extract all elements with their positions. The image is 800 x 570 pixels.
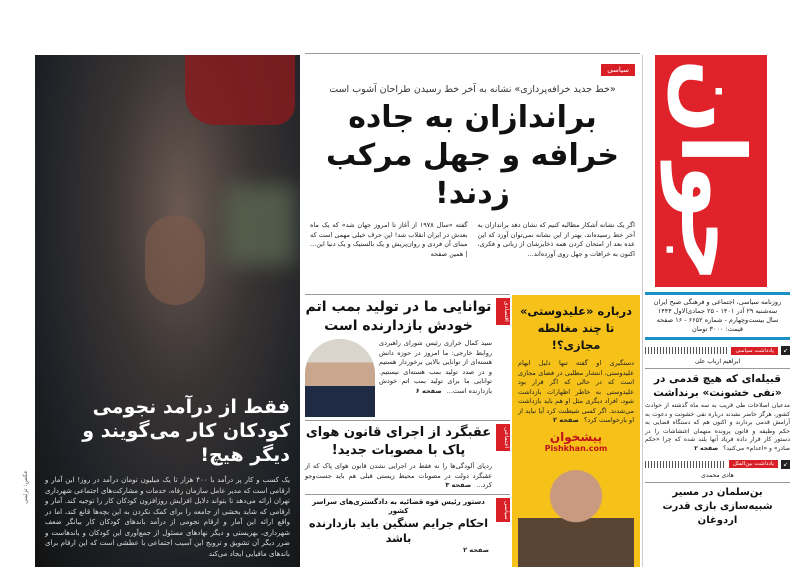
masthead-logo: جوان: [655, 55, 767, 287]
middle-articles: [305, 294, 510, 567]
opinion-title[interactable]: درباره «علیدوستی» تا چند مغالطه مجازی؟!: [519, 304, 633, 352]
note-2: [645, 460, 790, 528]
lead-body-right: اگر یک نشانه آشکار مطالبه کنیم که نشان دهد براندازان به آخر خط رسیده‌اند، بهتر از این نشانه نمی‌توان آورد که این عده بعد از امتحان کردن همه ذخایرشان از زبانی و فکری، اکنون به خرافات و جهل روی آورده‌اند...: [477, 221, 635, 258]
right-column: [645, 292, 790, 567]
opinion-box: [512, 295, 640, 567]
note-author: هادی محمدی: [645, 472, 790, 483]
arrow-icon: ↙: [782, 347, 789, 354]
author-photo: [305, 339, 375, 417]
note-body: مدعیان اصلاحات طی قریب به سه ماه گذشته از حوادث کشور، هرگز حاضر نشدند درباره نفی خشونت و دعوت به آرامش قدمی بردارند و اکنون هم که دستگاه قضایی به حکم وظیفه و قانون پرونده متهمان اغتشاشات را در دستور کار قرار داده فریاد آنها بلند شده که چرا «حکم صادر» و «اعدام» می‌کنید؟: [645, 402, 790, 452]
note-tag: یادداشت بین‌الملل: [729, 460, 778, 468]
article: [305, 495, 510, 559]
lead-headline[interactable]: براندازان به جاده خرافه و جهل مرکب زدند!: [325, 100, 620, 211]
cover-photo: [35, 55, 300, 567]
photo-body: یک کسب و کار پر درآمد با ۴۰۰ هزار تا یک میلیون تومان درآمد در روز! این آمار و ارقامی است که مدیر عامل سازمان رفاه، خدمات و مشارکت‌های اجتماعی شهرداری تهران ارائه می‌دهد تا بتواند دلایل افزایش روزافزون کودکان کار را توجیه کند. آمار و ارقامی که شاید بخشی از جامعه را برای کمک نکردن به این بچه‌ها قانع کند، اما در واقع ارائه این آمار و ارقام نجومی از درآمد باندهای کودکان کار بیانگر ضعف شهرداری، بهزیستی و دیگر نهادهای مسئول از جمع‌آوری این کودکان و باندهاست و ضرر دیگر آن تشویق و ترویج این آسیب اجتماعی با عطشی است که این ارقام برای باندهای مافیایی ایجاد می‌کند: [45, 476, 291, 558]
note-author: ابراهیم ارباب علی: [645, 358, 790, 369]
note-1: [645, 346, 790, 454]
note-tag: یادداشت سیاسی: [731, 347, 778, 355]
page-ref[interactable]: صفحه ۳: [445, 481, 472, 489]
lead-story: [305, 53, 640, 291]
opinion-body: دستگیری او گفته تنها دلیل ابهام علیدوستی، انتشار مطلبی در فضای مجازی است که در حالی که اگر قرار بود علیدوستی به خاطر اظهارات بازداشت شود، افراد دیگری مثل او هم باید بازداشت می‌شدند. اگر کسی شیطنت کرد آیا نباید از او بازخواست کرد؟: [518, 359, 634, 424]
page-ref[interactable]: صفحه ۲: [463, 545, 489, 554]
info-line: قیمت: ۳۰۰۰ تومان: [692, 325, 743, 333]
article-body: ردپای آلودگی‌ها را نه فقط در اجرایی نشدن قانون هوای پاک که از عقبگرد دولت در مصوبات محیط زیستی قبلی هم باید جست‌وجو کرد...: [305, 462, 492, 489]
info-line: سال بیست‌وچهارم - شماره ۶۶۵۲ - ۱۶ صفحه: [656, 316, 779, 324]
lead-body-left: گفته «سال ۱۹۷۸ از آغاز تا امروز جهان شد» که یک ماه بعدش در ایران انقلاب شد! این حرف خیلی مهمی است که مبنای آن فردی و روان‌پریش و یک بالستیک و یک دنیا این... | همین صفحه: [310, 221, 468, 258]
divider: [645, 337, 790, 340]
article: [305, 295, 510, 421]
note-title[interactable]: قبیله‌ای که هیچ قدمی در «نفی خشونت» برنداشت: [653, 373, 782, 399]
arrow-icon: ↙: [782, 460, 789, 468]
photo-decor: [185, 55, 295, 125]
article-kicker: دستور رئیس قوه قضائیه به دادگستری‌های سراسر کشور: [312, 497, 485, 515]
info-line: روزنامه سیاسی، اجتماعی و فرهنگی صبح ایران: [653, 298, 782, 306]
column-divider: [642, 55, 643, 567]
section-tag: اجتماعی: [496, 424, 510, 451]
article-title[interactable]: توانایی ما در تولید بمب اتم خودش بازدارنده است: [305, 299, 492, 334]
page-ref[interactable]: صفحه ۶: [415, 386, 442, 395]
photo-decor: [225, 185, 295, 265]
decor-lines: [645, 347, 728, 354]
lead-kicker: «خط جدید خرافه‌پردازی» نشانه به آخر خط رسیدن طراحان آشوب است: [329, 84, 616, 95]
watermark-logo: پیشخوان: [549, 429, 603, 444]
page-ref[interactable]: صفحه ۲: [694, 444, 719, 452]
section-tag: اقتصادی: [496, 298, 510, 325]
decor-lines: [645, 461, 726, 468]
article: [305, 421, 510, 495]
info-line: سه‌شنبه ۲۹ آذر ۱۴۰۱ - ۲۵ جمادی‌الاول ۱۴۴۴: [657, 307, 778, 315]
photo-decor: [145, 215, 205, 305]
article-body: سید کمال خرازی رئیس شورای راهبردی روابط خارجی: ما امروز در حوزه دانش هسته‌ای از توانایی بالایی برخوردار هستیم و در صدد تولید بمب هسته‌ای نیستیم. توانایی ما برای تولید بمب اتم خودش بازدارنده است...: [379, 339, 492, 395]
note-title[interactable]: بن‌سلمان در مسیر شبیه‌سازی بازی قدرت اردوغان: [662, 486, 773, 526]
page-ref[interactable]: صفحه ۲: [553, 416, 579, 424]
article-title[interactable]: احکام جرایم سنگین باید بازدارنده باشد: [308, 516, 489, 545]
watermark-url: Pishkhan.com: [544, 443, 608, 453]
masthead-info: [645, 292, 790, 340]
lead-section-label: [310, 57, 635, 76]
photo-headline[interactable]: فقط از درآمد نجومی کودکان کار می‌گویند و دیگر هیچ!: [82, 396, 290, 466]
section-tag: سیاسی: [496, 498, 510, 523]
author-photo: [518, 458, 634, 568]
photo-credit: عکس: تزئینی: [22, 470, 29, 504]
article-title[interactable]: عقبگرد از اجرای قانون هوای پاک با مصوبات جدید!: [305, 425, 492, 458]
section-label: سیاسی: [601, 64, 635, 76]
